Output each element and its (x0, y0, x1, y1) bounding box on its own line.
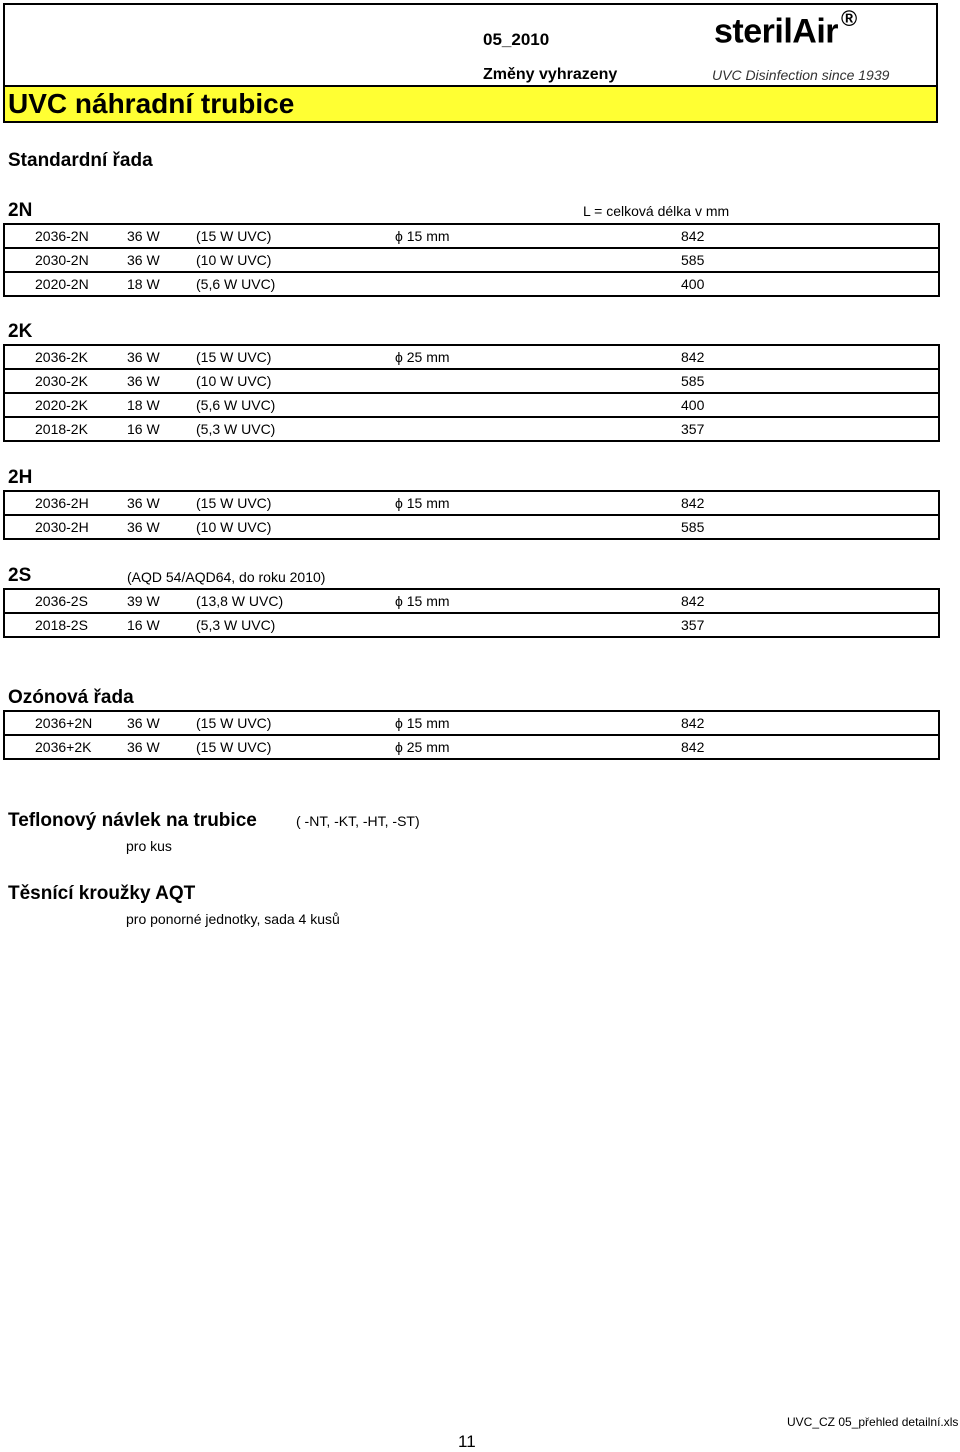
table-row (5, 612, 938, 636)
row-power: 18 W (127, 276, 160, 292)
page-title: UVC náhradní trubice (8, 88, 295, 119)
row-uvc: (15 W UVC) (196, 715, 272, 731)
teflon-unit: pro kus (126, 838, 172, 854)
row-power: 36 W (127, 495, 160, 511)
row-power: 36 W (127, 519, 160, 535)
table-row (5, 492, 938, 514)
row-uvc: (13,8 W UVC) (196, 593, 284, 609)
row-length: 357 (681, 617, 705, 633)
brand-tagline: UVC Disinfection since 1939 (712, 67, 890, 83)
table-2k (3, 344, 940, 442)
row-uvc: (10 W UVC) (196, 373, 272, 389)
row-power: 36 W (127, 349, 160, 365)
table-row (5, 734, 938, 758)
row-code: 2036-2H (35, 495, 89, 511)
row-uvc: (5,3 W UVC) (196, 421, 276, 437)
ozone-series-title: Ozónová řada (8, 687, 134, 708)
length-note: L = celková délka v mm (583, 203, 730, 219)
row-power: 36 W (127, 373, 160, 389)
standard-series-title: Standardní řada (8, 150, 153, 171)
row-length: 842 (681, 349, 705, 365)
row-length: 357 (681, 421, 705, 437)
group-title-2n: 2N (8, 200, 33, 221)
group-title-2h: 2H (8, 467, 33, 488)
row-uvc: (15 W UVC) (196, 495, 272, 511)
group-title-2k: 2K (8, 321, 33, 342)
row-length: 842 (681, 593, 705, 609)
table-row (5, 247, 938, 271)
sealing-rings-unit: pro ponorné jednotky, sada 4 kusů (126, 911, 340, 927)
row-diameter: ϕ 15 mm (395, 715, 450, 731)
table-2h (3, 490, 940, 540)
document-date: 05_2010 (483, 30, 550, 49)
row-length: 585 (681, 373, 705, 389)
row-length: 842 (681, 495, 705, 511)
teflon-suffixes: ( -NT, -KT, -HT, -ST) (296, 813, 420, 829)
row-diameter: ϕ 25 mm (395, 739, 450, 755)
row-code: 2036+2K (35, 739, 92, 755)
row-power: 16 W (127, 421, 160, 437)
table-2n (3, 223, 940, 297)
table-row (5, 225, 938, 247)
table-row (5, 514, 938, 538)
row-length: 842 (681, 228, 705, 244)
table-row (5, 416, 938, 440)
row-uvc: (10 W UVC) (196, 519, 272, 535)
row-uvc: (5,3 W UVC) (196, 617, 276, 633)
row-uvc: (5,6 W UVC) (196, 397, 276, 413)
row-code: 2030-2K (35, 373, 88, 389)
row-uvc: (5,6 W UVC) (196, 276, 276, 292)
row-diameter: ϕ 25 mm (395, 349, 450, 365)
row-code: 2020-2K (35, 397, 88, 413)
table-row (5, 368, 938, 392)
table-ozone (3, 710, 940, 760)
row-length: 400 (681, 276, 705, 292)
row-code: 2018-2K (35, 421, 88, 437)
row-code: 2020-2N (35, 276, 89, 292)
group-2s-note: (AQD 54/AQD64, do roku 2010) (127, 569, 326, 585)
brand-name: sterilAir (714, 12, 838, 51)
row-code: 2030-2N (35, 252, 89, 268)
row-power: 36 W (127, 739, 160, 755)
brand-logo (714, 6, 857, 51)
sealing-rings-title: Těsnící kroužky AQT (8, 883, 196, 904)
row-power: 39 W (127, 593, 160, 609)
row-code: 2036-2S (35, 593, 88, 609)
table-row (5, 346, 938, 368)
row-length: 400 (681, 397, 705, 413)
table-2s (3, 588, 940, 638)
row-power: 18 W (127, 397, 160, 413)
row-uvc: (10 W UVC) (196, 252, 272, 268)
row-code: 2036+2N (35, 715, 93, 731)
changes-reserved-note: Změny vyhrazeny (483, 66, 618, 83)
group-title-2s: 2S (8, 565, 32, 586)
table-row (5, 271, 938, 295)
row-length: 585 (681, 519, 705, 535)
row-length: 842 (681, 739, 705, 755)
row-length: 842 (681, 715, 705, 731)
table-row (5, 590, 938, 612)
table-row (5, 392, 938, 416)
row-uvc: (15 W UVC) (196, 349, 272, 365)
row-length: 585 (681, 252, 705, 268)
row-power: 36 W (127, 252, 160, 268)
row-code: 2036-2K (35, 349, 88, 365)
table-row (5, 712, 938, 734)
row-diameter: ϕ 15 mm (395, 593, 450, 609)
row-code: 2036-2N (35, 228, 89, 244)
row-code: 2018-2S (35, 617, 88, 633)
row-power: 36 W (127, 715, 160, 731)
registered-mark: ® (841, 6, 857, 31)
row-diameter: ϕ 15 mm (395, 495, 450, 511)
page-number: 11 (458, 1432, 476, 1451)
row-diameter: ϕ 15 mm (395, 228, 450, 244)
row-power: 36 W (127, 228, 160, 244)
row-uvc: (15 W UVC) (196, 739, 272, 755)
file-name: UVC_CZ 05_přehled detailní.xls (787, 1415, 959, 1429)
row-power: 16 W (127, 617, 160, 633)
row-uvc: (15 W UVC) (196, 228, 272, 244)
teflon-sleeve-title: Teflonový návlek na trubice (8, 810, 257, 831)
row-code: 2030-2H (35, 519, 89, 535)
